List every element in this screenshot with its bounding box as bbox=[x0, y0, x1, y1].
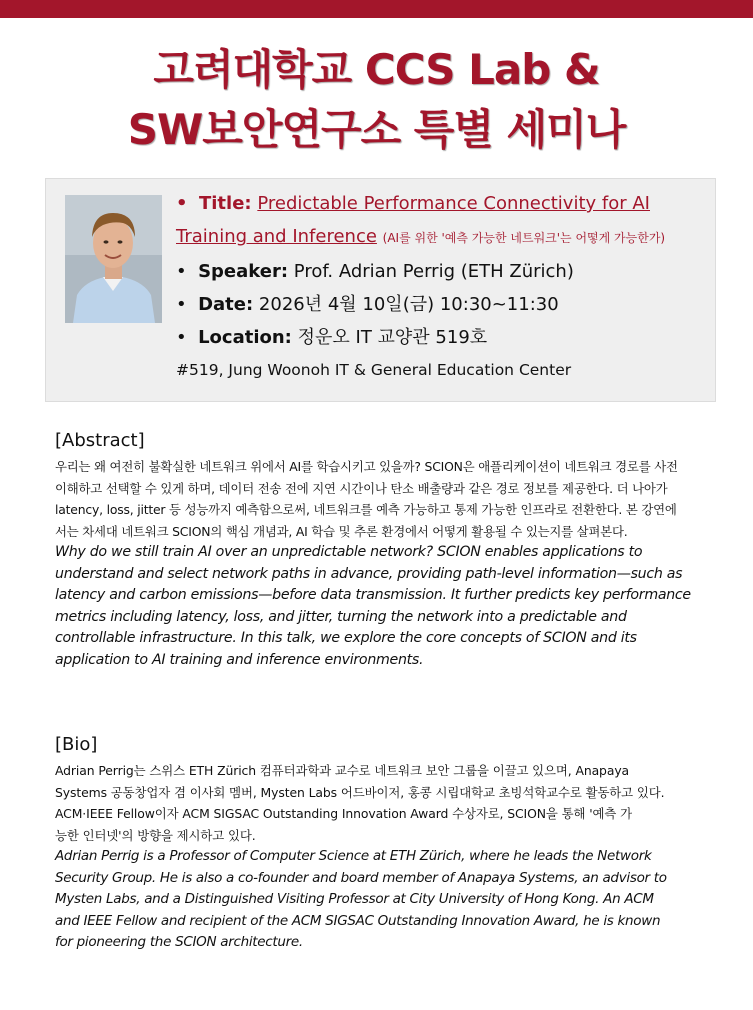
top-accent-bar bbox=[0, 0, 753, 18]
abstract-en-line: metrics including latency, loss, and jitter, turning the network into a predictable and bbox=[55, 608, 627, 625]
abstract-en-line: application to AI training and inference environments. bbox=[55, 651, 424, 668]
bio-section bbox=[55, 732, 705, 954]
seminar-info-box bbox=[45, 178, 716, 402]
bio-en-line: Adrian Perrig is a Professor of Computer Science at ETH Zürich, where he leads the Network bbox=[55, 848, 652, 864]
abstract-en-line: Why do we still train AI over an unpredictable network? SCION enables applications to bbox=[55, 544, 643, 560]
location-value: 정운오 IT 교양관 519호 bbox=[297, 327, 488, 348]
speaker-row: • Speaker: Prof. Adrian Perrig (ETH Zürich) bbox=[176, 261, 574, 282]
abstract-en-line: latency and carbon emissions—before data transmission. It further predicts key performance bbox=[55, 587, 691, 603]
abstract-ko-line: 이해하고 선택할 수 있게 하며, 데이터 전송 전에 지연 시간이나 탄소 배출량과 같은 경로 정보를 제공한다. 더 나아가 bbox=[55, 480, 668, 496]
abstract-ko-line: 서는 차세대 네트워크 SCION의 핵심 개념과, AI 학습 및 추론 환경에서 어떻게 활용될 수 있는지를 살펴본다. bbox=[55, 523, 628, 539]
date-label: Date: bbox=[198, 294, 254, 315]
speaker-photo bbox=[65, 195, 162, 323]
speaker-value: Prof. Adrian Perrig (ETH Zürich) bbox=[293, 261, 574, 282]
date-value: 2026년 4월 10일(금) 10:30~11:30 bbox=[258, 294, 559, 315]
abstract-en-line: controllable infrastructure. In this talk, we explore the core concepts of SCION and its bbox=[55, 630, 637, 646]
page-title-line1: 고려대학교 CCS Lab & bbox=[153, 45, 600, 94]
abstract-ko-line: 우리는 왜 여전히 불확실한 네트워크 위에서 AI를 학습시키고 있을까? SCION은 애플리케이션이 네트워크 경로를 사전 bbox=[55, 459, 678, 474]
bio-en-line: for pioneering the SCION architecture. bbox=[55, 934, 303, 950]
bio-heading: [Bio] bbox=[55, 734, 98, 755]
bio-ko-line: Adrian Perrig는 스위스 ETH Zürich 컴퓨터과학과 교수로 네트워크 보안 그룹을 이끌고 있으며, Anapaya bbox=[55, 763, 630, 778]
seminar-details bbox=[176, 187, 706, 387]
location-label: Location: bbox=[198, 327, 292, 348]
speaker-label: Speaker: bbox=[198, 261, 289, 282]
bio-ko-line: Systems 공동창업자 겸 이사회 멤버, Mysten Labs 어드바이저, 홍콩 시립대학교 초빙석학교수로 활동하고 있다. bbox=[55, 784, 665, 800]
abstract-heading: [Abstract] bbox=[55, 430, 145, 451]
title-label: Title: bbox=[198, 193, 252, 214]
abstract-en-line: understand and select network paths in advance, providing path-level information—such as bbox=[55, 565, 683, 582]
location-row: • Location: 정운오 IT 교양관 519호 bbox=[176, 327, 488, 348]
speaker-portrait-icon bbox=[65, 195, 162, 323]
title-row: • Title: Predictable Performance Connectivity for AI bbox=[176, 193, 650, 214]
bio-ko-line: ACM·IEEE Fellow이자 ACM SIGSAC Outstanding Innovation Award 수상자로, SCION을 통해 '예측 가 bbox=[55, 806, 632, 821]
bio-en-line: and IEEE Fellow and recipient of the ACM SIGSAC Outstanding Innovation Award, he is known bbox=[55, 912, 661, 929]
bio-en-line: Security Group. He is also a co-founder and board member of Anapaya Systems, an advisor to bbox=[55, 869, 667, 886]
bio-ko-line: 능한 인터넷'의 방향을 제시하고 있다. bbox=[55, 827, 256, 843]
abstract-section bbox=[55, 428, 705, 671]
abstract-ko-line: latency, loss, jitter 등 성능까지 예측함으로써, 네트워크를 예측 가능하고 통제 가능한 인프라로 전환한다. 본 강연에 bbox=[55, 502, 677, 517]
talk-title-korean: (AI를 위한 '예측 가능한 네트워크'는 어떻게 가능한가) bbox=[382, 231, 666, 245]
date-row: • Date: 2026년 4월 10일(금) 10:30~11:30 bbox=[176, 294, 559, 315]
bio-en-line: Mysten Labs, and a Distinguished Visiting Professor at City University of Hong Kong. An ACM bbox=[55, 891, 654, 907]
page-title-line2: SW보안연구소 특별 세미나 bbox=[127, 105, 626, 154]
talk-title-line1: Predictable Performance Connectivity for AI bbox=[257, 193, 650, 214]
title-row-2 bbox=[176, 220, 706, 255]
location-english: #519, Jung Woonoh IT & General Education Center bbox=[176, 361, 572, 379]
location-en-row bbox=[176, 354, 706, 387]
page-title bbox=[0, 40, 753, 160]
talk-title-line2: Training and Inference bbox=[176, 226, 377, 247]
